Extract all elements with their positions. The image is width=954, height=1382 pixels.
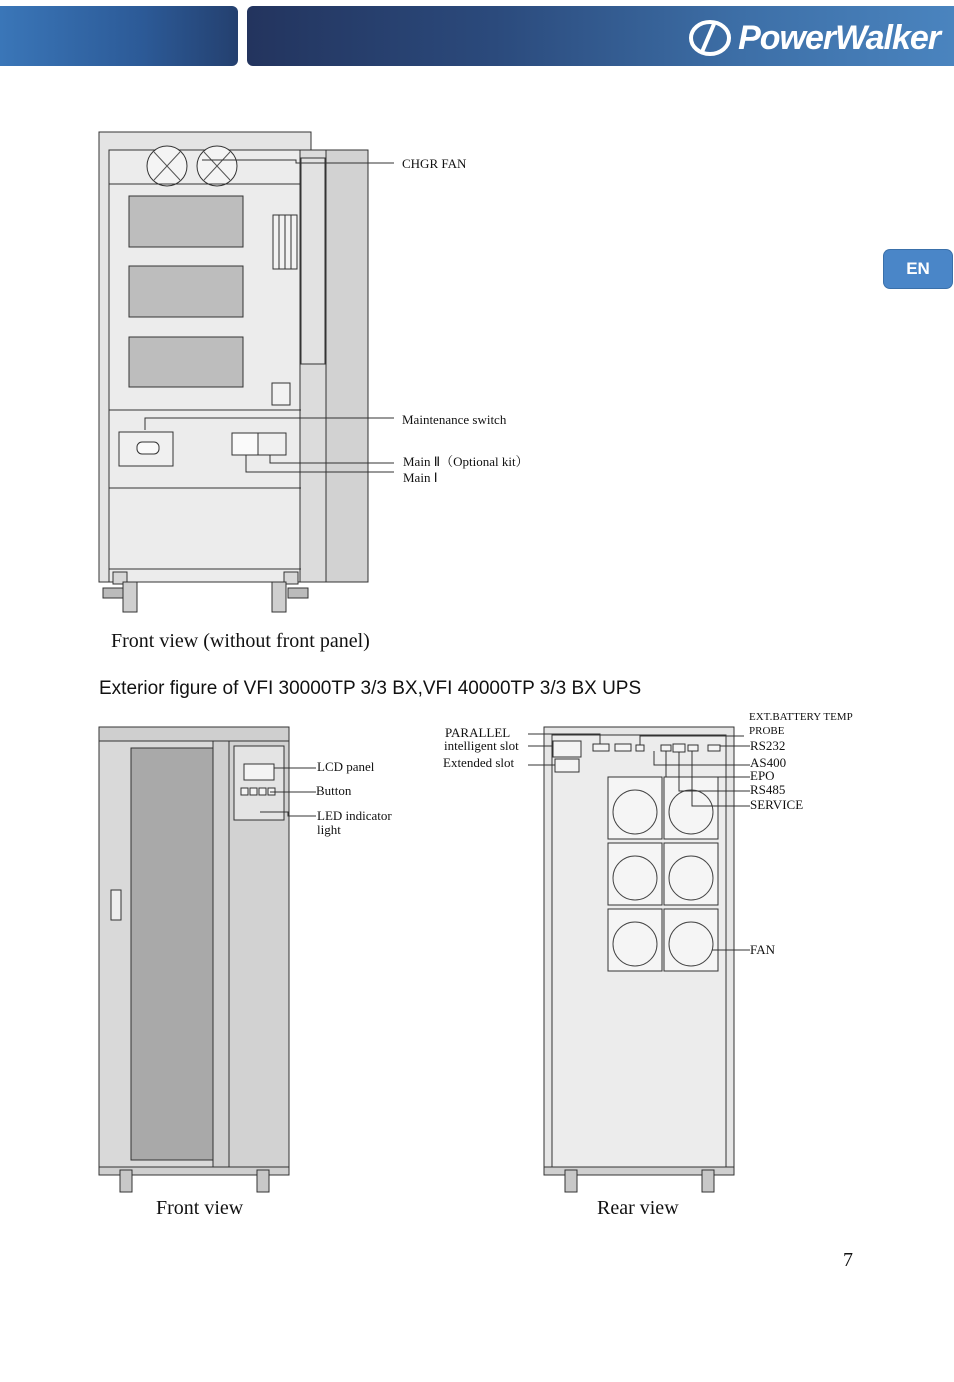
label-lcd-panel: LCD panel bbox=[317, 759, 375, 774]
label-intelligent-slot: intelligent slot bbox=[444, 738, 519, 753]
brand-name: PowerWalker bbox=[738, 18, 940, 57]
label-service: SERVICE bbox=[750, 797, 804, 812]
label-main-1: Main Ⅰ bbox=[403, 470, 438, 485]
caption-rear-view: Rear view bbox=[597, 1197, 679, 1219]
label-led-indicator: LED indicator bbox=[317, 808, 392, 823]
language-tab-en[interactable]: EN bbox=[884, 250, 952, 288]
page-number: 7 bbox=[843, 1249, 853, 1271]
caption-front-view: Front view bbox=[156, 1197, 244, 1219]
brand-mark-icon bbox=[688, 18, 732, 58]
label-parallel: PARALLEL bbox=[445, 725, 511, 740]
label-fan: FAN bbox=[750, 942, 776, 957]
label-main-2: Main Ⅱ（Optional kit） bbox=[403, 454, 529, 469]
label-extended-slot: Extended slot bbox=[443, 755, 515, 770]
label-chgr-fan: CHGR FAN bbox=[402, 156, 467, 171]
label-button: Button bbox=[316, 783, 352, 798]
brand-logo bbox=[688, 18, 940, 58]
label-epo: EPO bbox=[750, 768, 775, 783]
label-led-indicator-line2: light bbox=[317, 822, 341, 837]
caption-front-view-no-panel: Front view (without front panel) bbox=[111, 630, 370, 652]
label-rs485: RS485 bbox=[750, 782, 786, 797]
label-probe: PROBE bbox=[749, 725, 785, 737]
label-maintenance-switch: Maintenance switch bbox=[402, 412, 507, 427]
header-bar-left bbox=[0, 6, 238, 66]
label-ext-battery-temp: EXT.BATTERY TEMP bbox=[749, 711, 853, 723]
section-heading: Exterior figure of VFI 30000TP 3/3 BX,VFI 40000TP 3/3 BX UPS bbox=[99, 678, 642, 699]
label-rs232: RS232 bbox=[750, 738, 786, 753]
label-as400: AS400 bbox=[750, 755, 787, 770]
